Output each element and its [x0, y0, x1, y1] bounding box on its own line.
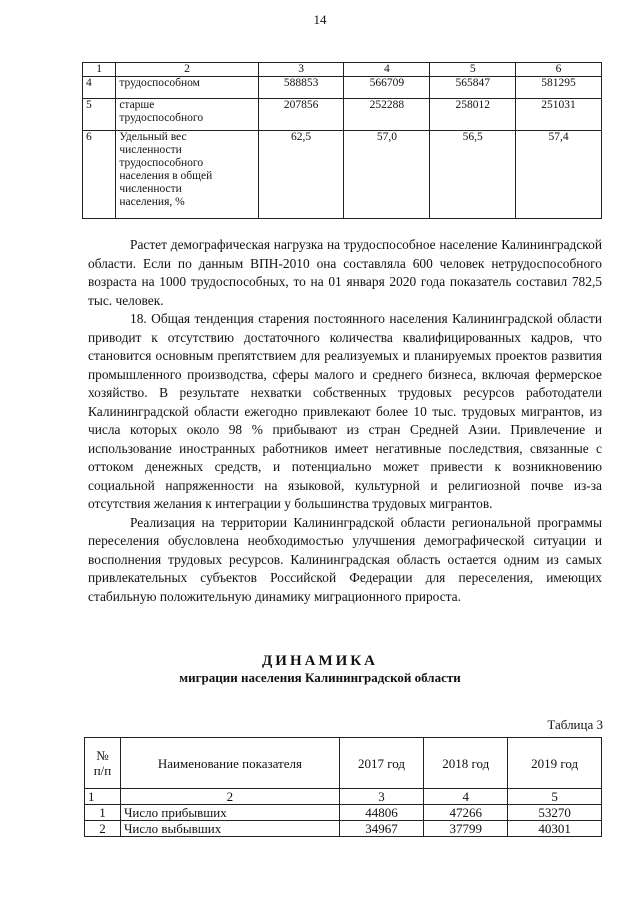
value-cell: 252288: [344, 99, 430, 131]
value-cell: 62,5: [258, 131, 344, 219]
row-number: 1: [85, 805, 121, 821]
page-number: 14: [313, 12, 327, 27]
section-title: ДИНАМИКА: [261, 653, 379, 669]
header-cell: 2: [116, 63, 258, 77]
paragraph-18-aging: 18. Общая тенденция старения постоянного населения Калининградской области приводит к отсутствию достаточного количества квалифицированных кадров, что становится основным препятствием для реализуемых и планируемых проектов развития промышленного производства, сферы малого и среднего бизнеса, включая фермерское хозяйство. В результате нехватки собственных трудовых ресурсов работодатели Калининградской области ежегодно привлекают более 10 тыс. трудовых мигрантов, из числа которых около 98 % прибывают из стран Средней Азии. Привлечение и использование иностранных работников имеет негативные последствия, связанные с оттоком денежных средств, и потенциально может привести к возникновению социальной напряженности на языковой, культурной и религиозной почве из-за отсутствия желания к интеграции у большинства трудовых мигрантов.: [88, 311, 602, 511]
value-cell: 258012: [430, 99, 516, 131]
header-year: 2019 год: [508, 738, 602, 789]
table-row: [83, 77, 602, 99]
value-cell: 40301: [508, 821, 602, 837]
value-cell: 251031: [516, 99, 602, 131]
header-cell: 1: [83, 63, 116, 77]
section-subtitle: миграции населения Калининградской области: [179, 670, 461, 685]
value-cell: 588853: [258, 77, 344, 99]
value-cell: 207856: [258, 99, 344, 131]
row-number: 4: [83, 77, 116, 99]
paragraph-demographic-load: Растет демографическая нагрузка на трудоспособное население Калининградской области. Если по данным ВПН-2010 она составляла 600 человек нетрудоспособного возраста на 1000 трудоспособных, то на 01 января 2020 года показатель составил 782,5 тыс. человек.: [88, 237, 602, 308]
value-cell: 53270: [508, 805, 602, 821]
value-cell: 57,0: [344, 131, 430, 219]
table-row: [83, 99, 602, 131]
header-number: № п/п: [85, 738, 121, 789]
value-cell: 47266: [424, 805, 508, 821]
header-cell: 3: [258, 63, 344, 77]
header-cell: 5: [430, 63, 516, 77]
row-number: 5: [83, 99, 116, 131]
table-row: [83, 131, 602, 219]
index-cell: 4: [424, 789, 508, 805]
table-index-row: [85, 789, 602, 805]
body-text: [88, 236, 602, 606]
header-year: 2017 год: [339, 738, 423, 789]
header-cell: 6: [516, 63, 602, 77]
index-cell: 3: [339, 789, 423, 805]
table-label: Таблица 3: [547, 717, 603, 732]
index-cell: 5: [508, 789, 602, 805]
indicator-name: Удельный вес численности трудоспособного населения в общей численности населения, %: [116, 131, 258, 219]
population-table-continued: [82, 62, 602, 219]
value-cell: 581295: [516, 77, 602, 99]
indicator-name: старше трудоспособного: [116, 99, 258, 131]
value-cell: 56,5: [430, 131, 516, 219]
table-row: [85, 805, 602, 821]
header-year: 2018 год: [424, 738, 508, 789]
table-index-row: [83, 63, 602, 77]
indicator-name: трудоспособном: [116, 77, 258, 99]
indicator-name: Число выбывших: [120, 821, 339, 837]
value-cell: 34967: [339, 821, 423, 837]
indicator-name: Число прибывших: [120, 805, 339, 821]
value-cell: 57,4: [516, 131, 602, 219]
value-cell: 566709: [344, 77, 430, 99]
migration-table: [84, 737, 602, 837]
row-number: 6: [83, 131, 116, 219]
table-header-row: [85, 738, 602, 789]
paragraph-resettlement-program: Реализация на территории Калининградской области региональной программы переселения обусловлена необходимостью улучшения демографической ситуации и восполнения трудовых ресурсов. Калининградская область остается одним из самых привлекательных субъектов Российской Федерации для переселения, имеющих стабильную положительную динамику миграционного прироста.: [88, 514, 602, 604]
header-indicator: Наименование показателя: [120, 738, 339, 789]
index-cell: 2: [120, 789, 339, 805]
row-number: 2: [85, 821, 121, 837]
table-row: [85, 821, 602, 837]
value-cell: 37799: [424, 821, 508, 837]
value-cell: 565847: [430, 77, 516, 99]
header-cell: 4: [344, 63, 430, 77]
index-cell: 1: [85, 789, 121, 805]
value-cell: 44806: [339, 805, 423, 821]
